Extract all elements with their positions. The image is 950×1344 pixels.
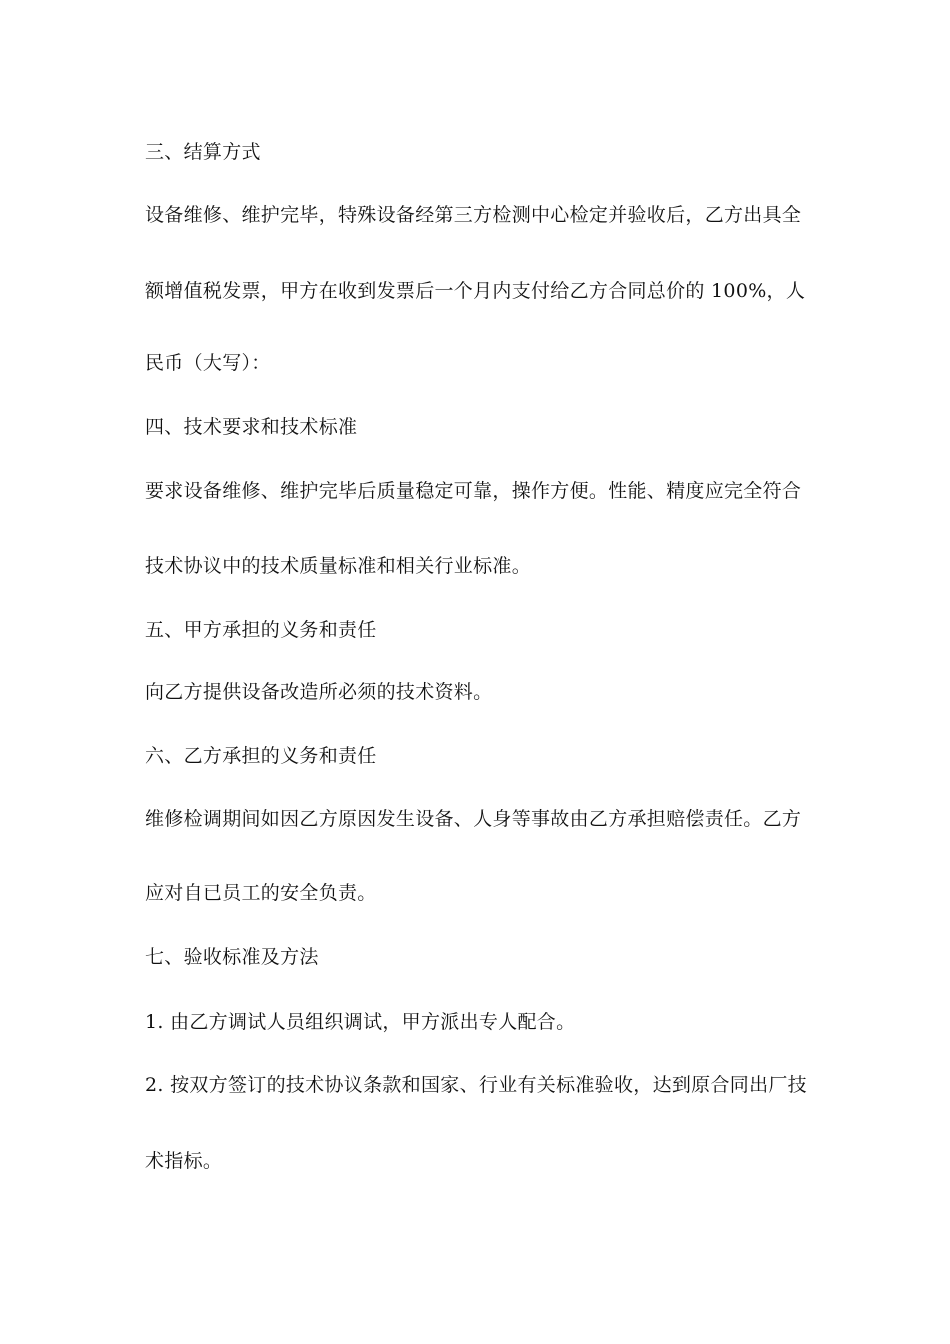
section-3-line-1: 设备维修、维护完毕，特殊设备经第三方检测中心检定并验收后，乙方出具全 <box>145 204 802 226</box>
section-6-line-2: 应对自已员工的安全负责。 <box>145 882 377 904</box>
section-5-line-1: 向乙方提供设备改造所必须的技术资料。 <box>145 681 493 703</box>
section-4-line-1: 要求设备维修、维护完毕后质量稳定可靠，操作方便。性能、精度应完全符合 <box>145 480 802 502</box>
section-5-heading: 五、甲方承担的义务和责任 <box>145 619 377 641</box>
section-3-line-3: 民币（大写）： <box>145 352 271 374</box>
section-3-line-2: 额增值税发票，甲方在收到发票后一个月内支付给乙方合同总价的 100%，人 <box>145 280 806 302</box>
section-6-line-1: 维修检调期间如因乙方原因发生设备、人身等事故由乙方承担赔偿责任。乙方 <box>145 808 802 830</box>
section-7-heading: 七、验收标准及方法 <box>145 946 319 968</box>
section-7-item-2: 2. 按双方签订的技术协议条款和国家、行业有关标准验收，达到原合同出厂技 <box>145 1074 807 1096</box>
section-3-heading: 三、结算方式 <box>145 141 261 163</box>
section-4-heading: 四、技术要求和技术标准 <box>145 416 358 438</box>
section-6-heading: 六、乙方承担的义务和责任 <box>145 745 377 767</box>
section-7-item-1: 1. 由乙方调试人员组织调试，甲方派出专人配合。 <box>145 1011 576 1033</box>
section-7-item-2-continued: 术指标。 <box>145 1150 223 1172</box>
section-4-line-2: 技术协议中的技术质量标准和相关行业标准。 <box>145 555 532 577</box>
